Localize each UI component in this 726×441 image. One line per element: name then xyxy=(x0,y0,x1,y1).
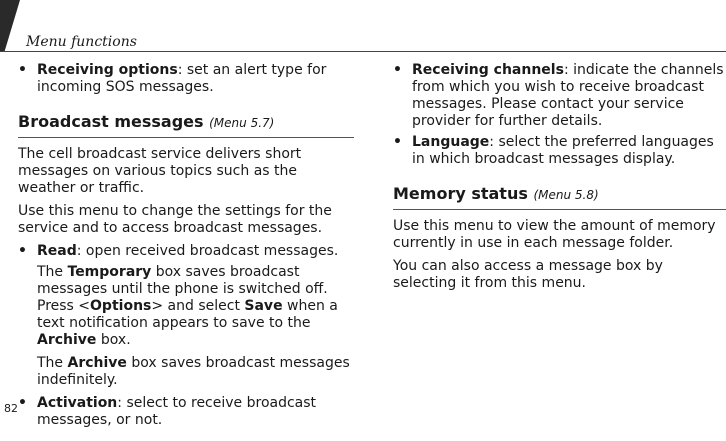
bullet-read xyxy=(18,243,354,260)
term-read: Read xyxy=(37,243,77,259)
text-fragment: The xyxy=(37,264,68,280)
section-heading-memory xyxy=(393,184,726,210)
bullet-dot: • xyxy=(393,62,402,78)
broadcast-usage: Use this menu to change the settings for the service and to access broadcast messages. xyxy=(18,203,332,236)
header-accent-bar xyxy=(0,0,20,52)
section-title-memory: Memory status xyxy=(393,184,528,203)
term-archive: Archive xyxy=(67,355,127,371)
term-activation: Activation xyxy=(37,395,118,411)
bullet-dot: • xyxy=(18,395,27,411)
header-divider xyxy=(0,51,726,52)
term-save: Save xyxy=(244,298,283,314)
section-title-broadcast: Broadcast messages xyxy=(18,112,204,131)
text-fragment: box saves broadcast messages indefinitely. xyxy=(37,355,350,388)
menu-ref-broadcast: (Menu 5.7) xyxy=(209,116,275,130)
term-options: Options xyxy=(90,298,152,314)
bullet-dot: • xyxy=(18,243,27,259)
term-receiving-channels: Receiving channels xyxy=(412,62,564,78)
term-archive: Archive xyxy=(37,332,97,348)
text-fragment: box saves broadcast messages until the phone is switched off. Press < xyxy=(37,264,328,314)
desc-receiving-channels: : indicate the channels from which you wish to receive broadcast messages. Please contact your service provider for further details. xyxy=(412,62,724,129)
broadcast-intro: The cell broadcast service delivers short messages on various topics such as the weather or traffic. xyxy=(18,146,302,196)
bullet-dot: • xyxy=(18,62,27,78)
text-fragment: when a text notification appears to save to the xyxy=(37,298,338,331)
page-number: 82 xyxy=(4,402,18,415)
memory-intro: Use this menu to view the amount of memory currently in use in each message folder. xyxy=(393,218,716,251)
memory-access: You can also access a message box by selecting it from this menu. xyxy=(393,258,663,291)
term-receiving-options: Receiving options xyxy=(37,62,178,78)
header-title: Menu functions xyxy=(26,34,137,50)
desc-language: : select the preferred languages in which broadcast messages display. xyxy=(412,134,714,167)
desc-receiving-options: : set an alert type for incoming SOS messages. xyxy=(37,62,327,95)
text-fragment: box. xyxy=(96,332,131,348)
term-temporary: Temporary xyxy=(67,264,152,280)
desc-read: : open received broadcast messages. xyxy=(76,243,339,259)
bullet-receiving-options xyxy=(18,62,354,96)
term-language: Language xyxy=(412,134,490,150)
bullet-language xyxy=(393,134,726,168)
menu-ref-memory: (Menu 5.8) xyxy=(533,188,599,202)
text-fragment: > and select xyxy=(151,298,245,314)
bullet-dot: • xyxy=(393,134,402,150)
bullet-activation xyxy=(18,395,354,429)
section-heading-broadcast xyxy=(18,112,354,138)
read-archive-note xyxy=(18,355,354,389)
read-temporary-note xyxy=(18,264,354,349)
left-column xyxy=(18,62,354,433)
desc-activation: : select to receive broadcast messages, or not. xyxy=(37,395,317,428)
right-column xyxy=(393,62,726,298)
text-fragment: The xyxy=(37,355,68,371)
bullet-receiving-channels xyxy=(393,62,726,130)
